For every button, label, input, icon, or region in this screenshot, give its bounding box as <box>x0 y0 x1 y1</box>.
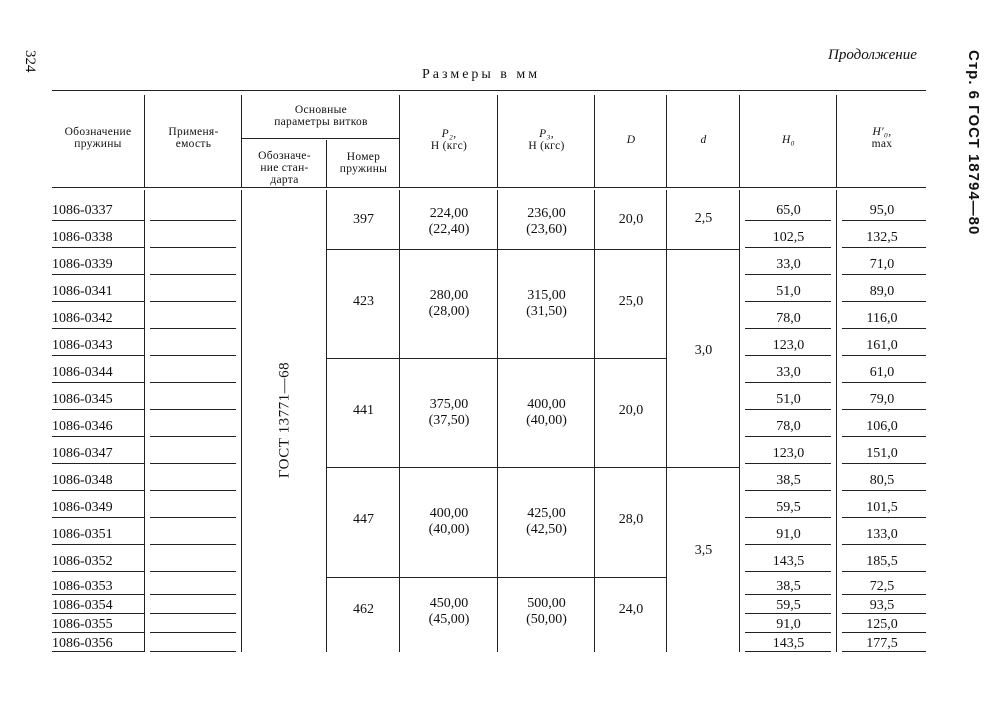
group-p2: 280,00 <box>429 288 469 303</box>
group-spring-number: 462 <box>353 602 374 617</box>
row-code: 1086-0355 <box>52 617 113 632</box>
row-h0: 91,0 <box>776 527 801 542</box>
row-h0max: 185,5 <box>866 554 898 569</box>
row-code: 1086-0356 <box>52 636 113 651</box>
group-p2-kgf: (37,50) <box>428 413 470 428</box>
row-code: 1086-0351 <box>52 527 113 542</box>
row-code: 1086-0349 <box>52 500 113 515</box>
group-p2-kgf: (22,40) <box>428 222 470 237</box>
row-h0max: 61,0 <box>869 365 895 380</box>
row-h0: 102,5 <box>772 230 805 245</box>
row-code: 1086-0354 <box>52 598 113 613</box>
row-h0max: 95,0 <box>869 203 895 218</box>
d-value-1: 2,5 <box>694 211 713 226</box>
row-h0max: 101,5 <box>866 500 898 515</box>
row-h0: 143,5 <box>772 636 805 651</box>
group-p2: 375,00 <box>429 397 469 412</box>
row-h0: 33,0 <box>776 257 801 272</box>
row-code: 1086-0353 <box>52 579 113 594</box>
header-d: d <box>700 134 707 146</box>
row-code: 1086-0346 <box>52 419 113 434</box>
page-number: 324 <box>22 50 38 73</box>
group-D: 20,0 <box>618 212 644 227</box>
group-D: 24,0 <box>618 602 644 617</box>
row-h0max: 132,5 <box>866 230 898 245</box>
group-p3: 315,00 <box>527 288 566 303</box>
header-H0: H₀ <box>782 134 795 146</box>
row-h0max: 89,0 <box>869 284 895 299</box>
row-code: 1086-0342 <box>52 311 113 326</box>
row-h0: 38,5 <box>776 579 801 594</box>
group-p3-kgf: (42,50) <box>526 522 567 537</box>
header-applicability: Применя- емость <box>168 126 219 150</box>
row-h0max: 116,0 <box>866 311 898 326</box>
group-spring-number: 441 <box>353 403 374 418</box>
row-code: 1086-0341 <box>52 284 113 299</box>
group-D: 20,0 <box>618 403 644 418</box>
header-p2: P₂, Н (кгс) <box>430 128 468 152</box>
group-p3: 425,00 <box>527 506 566 521</box>
row-h0: 51,0 <box>776 284 801 299</box>
row-h0: 33,0 <box>776 365 801 380</box>
group-D: 25,0 <box>618 294 644 309</box>
row-h0: 78,0 <box>776 311 801 326</box>
row-h0max: 151,0 <box>866 446 898 461</box>
header-p3: P₃, Н (кгс) <box>528 128 565 152</box>
row-code: 1086-0338 <box>52 230 113 245</box>
units-caption: Размеры в мм <box>422 67 541 82</box>
row-h0max: 125,0 <box>866 617 898 632</box>
row-code: 1086-0347 <box>52 446 113 461</box>
group-spring-number: 397 <box>353 212 374 227</box>
d-value-2: 3,0 <box>694 343 713 358</box>
group-p3-kgf: (50,00) <box>526 612 567 627</box>
group-p2-kgf: (28,00) <box>428 304 470 319</box>
continuation-label: Продолжение <box>828 47 917 63</box>
row-h0max: 93,5 <box>869 598 895 613</box>
row-h0max: 106,0 <box>866 419 898 434</box>
row-h0max: 79,0 <box>869 392 895 407</box>
row-h0: 143,5 <box>772 554 805 569</box>
header-spring-number: Номер пружины <box>339 151 388 175</box>
row-h0: 78,0 <box>776 419 801 434</box>
header-std-designation: Обозначе- ние стан- дарта <box>258 150 311 186</box>
row-h0max: 72,5 <box>869 579 895 594</box>
group-p3: 236,00 <box>527 206 566 221</box>
row-h0max: 133,0 <box>866 527 898 542</box>
row-code: 1086-0339 <box>52 257 113 272</box>
row-h0max: 177,5 <box>866 636 898 651</box>
side-header: Стр. 6 ГОСТ 18794—80 <box>965 50 982 236</box>
row-code: 1086-0343 <box>52 338 113 353</box>
row-h0: 91,0 <box>776 617 801 632</box>
group-p3: 400,00 <box>527 397 566 412</box>
group-p2: 450,00 <box>429 596 469 611</box>
group-spring-number: 423 <box>353 294 374 309</box>
row-h0max: 80,5 <box>869 473 895 488</box>
group-p3-kgf: (31,50) <box>526 304 567 319</box>
row-code: 1086-0337 <box>52 203 113 218</box>
group-p2-kgf: (40,00) <box>428 522 470 537</box>
row-code: 1086-0352 <box>52 554 113 569</box>
group-p3-kgf: (23,60) <box>526 222 567 237</box>
row-h0: 123,0 <box>772 338 805 353</box>
header-H0max: H′₀, max <box>871 126 893 150</box>
header-designation: Обозначение пружины <box>64 126 132 150</box>
row-h0: 38,5 <box>776 473 801 488</box>
row-h0: 59,5 <box>776 598 801 613</box>
group-p2: 400,00 <box>429 506 469 521</box>
row-h0: 59,5 <box>776 500 801 515</box>
row-h0: 65,0 <box>776 203 801 218</box>
group-p2: 224,00 <box>429 206 469 221</box>
standard-designation: ГОСТ 13771—68 <box>276 361 293 479</box>
group-p3-kgf: (40,00) <box>526 413 567 428</box>
row-code: 1086-0345 <box>52 392 113 407</box>
d-value-3: 3,5 <box>694 543 713 558</box>
row-code: 1086-0344 <box>52 365 113 380</box>
group-p3: 500,00 <box>527 596 566 611</box>
row-h0max: 161,0 <box>866 338 898 353</box>
row-code: 1086-0348 <box>52 473 113 488</box>
group-spring-number: 447 <box>353 512 374 527</box>
row-h0max: 71,0 <box>869 257 895 272</box>
group-p2-kgf: (45,00) <box>428 612 470 627</box>
header-D: D <box>626 134 636 146</box>
group-D: 28,0 <box>618 512 644 527</box>
row-h0: 123,0 <box>772 446 805 461</box>
row-h0: 51,0 <box>776 392 801 407</box>
header-main-params: Основные параметры витков <box>274 104 368 128</box>
